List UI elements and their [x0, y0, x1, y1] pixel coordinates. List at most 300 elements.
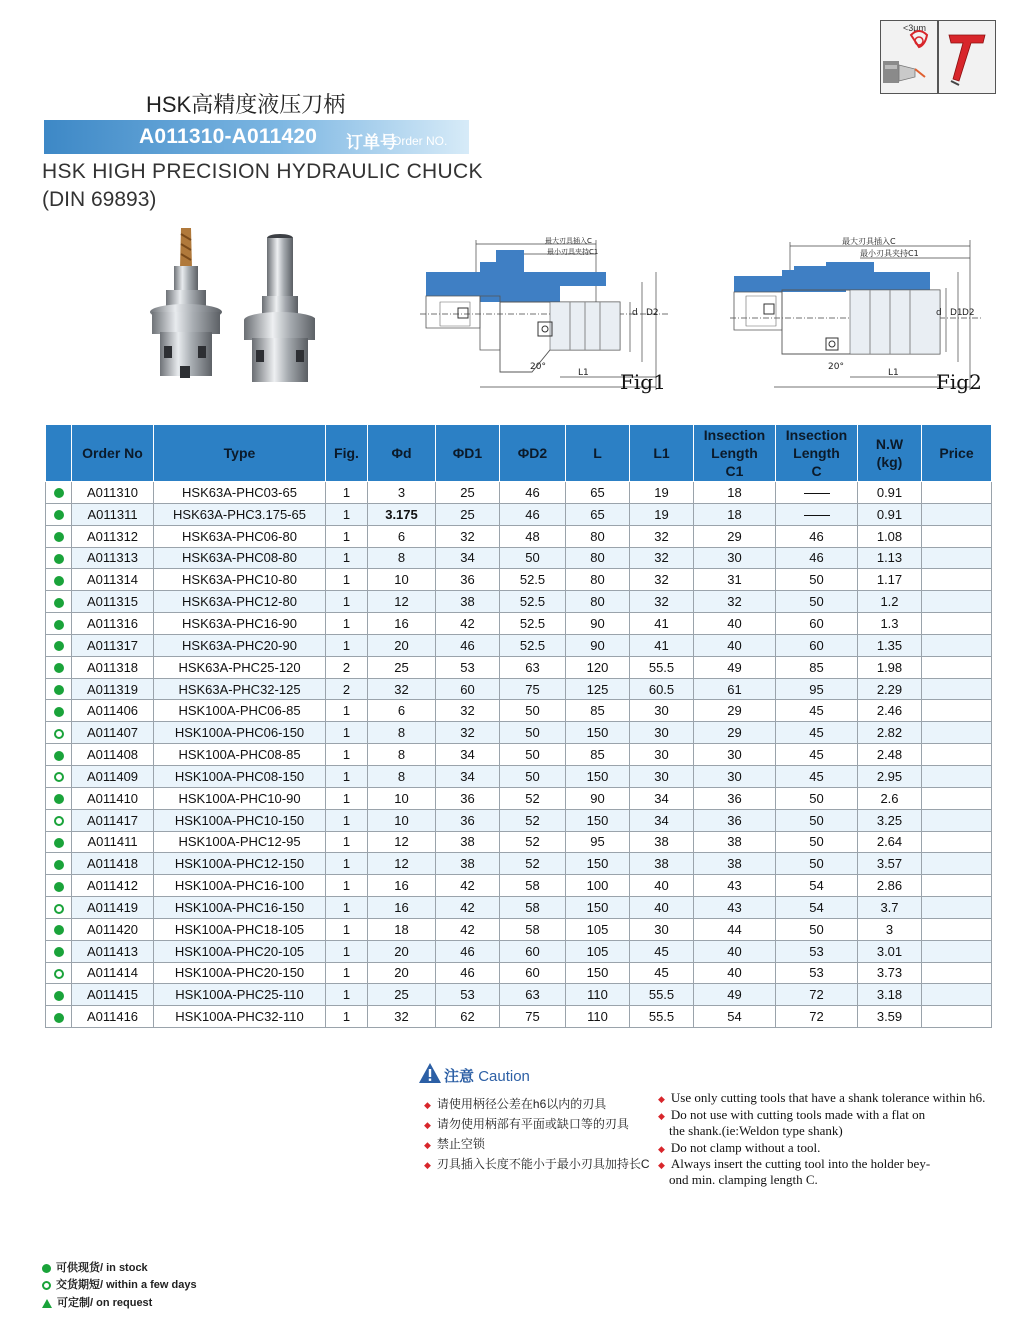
cell-fig: 1	[326, 722, 368, 744]
cell-l1: 40	[630, 875, 694, 897]
cell-nw: 3.7	[858, 897, 922, 919]
filled-dot-icon	[54, 991, 64, 1001]
cell-fig: 1	[326, 482, 368, 504]
cell-c1: 43	[694, 897, 776, 919]
table-row	[46, 809, 992, 831]
cell-type: HSK100A-PHC08-150	[154, 765, 326, 787]
cell-c	[776, 503, 858, 525]
cell-d: 6	[368, 700, 436, 722]
filled-dot-icon	[54, 510, 64, 520]
cell-order: A011415	[72, 984, 154, 1006]
cell-order: A011311	[72, 503, 154, 525]
cell-d1: 38	[436, 591, 500, 613]
cell-d: 16	[368, 875, 436, 897]
filled-dot-icon	[54, 794, 64, 804]
cell-nw: 2.29	[858, 678, 922, 700]
fig2-label: Fig2	[936, 370, 982, 394]
header-l1: L1	[630, 425, 694, 482]
header-price: Price	[922, 425, 992, 482]
cell-nw: 2.6	[858, 787, 922, 809]
cell-nw: 1.13	[858, 547, 922, 569]
cell-order: A011409	[72, 765, 154, 787]
cell-nw: 0.91	[858, 482, 922, 504]
filled-dot-icon	[54, 925, 64, 935]
cell-type: HSK63A-PHC03-65	[154, 482, 326, 504]
cell-order: A011315	[72, 591, 154, 613]
filled-dot-icon	[54, 641, 64, 651]
header-type: Type	[154, 425, 326, 482]
cell-type: HSK100A-PHC06-150	[154, 722, 326, 744]
cell-order: A011412	[72, 875, 154, 897]
cell-order: A011316	[72, 613, 154, 635]
status-cell	[46, 875, 72, 897]
table-row	[46, 1006, 992, 1028]
table-row	[46, 962, 992, 984]
cell-order: A011406	[72, 700, 154, 722]
cell-d1: 32	[436, 700, 500, 722]
cell-l1: 19	[630, 482, 694, 504]
table-row	[46, 634, 992, 656]
cell-nw: 3	[858, 918, 922, 940]
cell-c1: 29	[694, 722, 776, 744]
open-dot-icon	[54, 816, 64, 826]
header-d1: ΦD1	[436, 425, 500, 482]
cell-d2: 75	[500, 1006, 566, 1028]
cell-fig: 2	[326, 656, 368, 678]
table-header-row	[46, 425, 992, 482]
filled-dot-icon	[54, 685, 64, 695]
cell-type: HSK100A-PHC16-150	[154, 897, 326, 919]
cell-type: HSK100A-PHC10-90	[154, 787, 326, 809]
status-cell	[46, 962, 72, 984]
cell-c	[776, 482, 858, 504]
status-cell	[46, 831, 72, 853]
cell-type: HSK100A-PHC32-110	[154, 1006, 326, 1028]
open-dot-icon	[54, 969, 64, 979]
cell-price	[922, 525, 992, 547]
cell-d2: 52	[500, 809, 566, 831]
caution-en-item: ◆ Do not use with cutting tools made with a flat on	[658, 1107, 926, 1122]
cell-l: 150	[566, 897, 630, 919]
cell-d2: 52.5	[500, 591, 566, 613]
cell-l1: 41	[630, 613, 694, 635]
table-row	[46, 984, 992, 1006]
cell-c: 45	[776, 700, 858, 722]
cell-type: HSK100A-PHC25-110	[154, 984, 326, 1006]
cell-nw: 3.25	[858, 809, 922, 831]
cell-fig: 1	[326, 525, 368, 547]
fig2-note-min-clamp: 最小刃具夹持C1	[860, 249, 919, 258]
cell-c: 45	[776, 744, 858, 766]
cell-type: HSK63A-PHC25-120	[154, 656, 326, 678]
cell-l: 110	[566, 984, 630, 1006]
header-c1-line1: Insection	[703, 427, 766, 443]
cell-d1: 34	[436, 744, 500, 766]
fig1-dim-d2: D2	[646, 308, 659, 318]
precision-label: <3μm	[903, 23, 926, 33]
cell-d1: 38	[436, 853, 500, 875]
cell-d2: 50	[500, 722, 566, 744]
open-dot-icon	[42, 1281, 51, 1290]
cell-price	[922, 547, 992, 569]
table-row	[46, 765, 992, 787]
cell-type: HSK100A-PHC20-105	[154, 940, 326, 962]
cell-d2: 52.5	[500, 634, 566, 656]
cell-fig: 1	[326, 984, 368, 1006]
order-label-cn: 订单号	[346, 133, 397, 152]
cell-d1: 36	[436, 809, 500, 831]
filled-dot-icon	[54, 488, 64, 498]
cell-d: 3.175	[368, 503, 436, 525]
status-cell	[46, 918, 72, 940]
legend-on-request: 可定制/ on request	[42, 1294, 152, 1310]
cell-order: A011314	[72, 569, 154, 591]
status-cell	[46, 591, 72, 613]
dash-icon	[804, 493, 830, 494]
cell-order: A011410	[72, 787, 154, 809]
cell-type: HSK100A-PHC08-85	[154, 744, 326, 766]
table-row	[46, 525, 992, 547]
cell-d: 10	[368, 569, 436, 591]
cell-l1: 45	[630, 962, 694, 984]
cell-l1: 19	[630, 503, 694, 525]
table-row	[46, 591, 992, 613]
cell-price	[922, 831, 992, 853]
cell-d: 32	[368, 1006, 436, 1028]
filled-dot-icon	[54, 838, 64, 848]
caution-title-cn: 注意	[444, 1068, 475, 1085]
filled-dot-icon	[42, 1264, 51, 1273]
cell-l1: 34	[630, 787, 694, 809]
status-cell	[46, 940, 72, 962]
cell-l: 85	[566, 744, 630, 766]
status-cell	[46, 503, 72, 525]
table-row	[46, 482, 992, 504]
cell-type: HSK100A-PHC20-150	[154, 962, 326, 984]
cell-nw: 2.82	[858, 722, 922, 744]
header-c-line3: C	[811, 463, 822, 479]
cell-c: 46	[776, 525, 858, 547]
cell-nw: 1.2	[858, 591, 922, 613]
cell-d2: 46	[500, 482, 566, 504]
filled-dot-icon	[54, 576, 64, 586]
cell-d1: 42	[436, 897, 500, 919]
dash-icon	[804, 515, 830, 516]
cell-type: HSK63A-PHC32-125	[154, 678, 326, 700]
cell-c: 60	[776, 634, 858, 656]
cell-c1: 40	[694, 962, 776, 984]
cell-order: A011312	[72, 525, 154, 547]
cell-l1: 32	[630, 569, 694, 591]
table-row	[46, 547, 992, 569]
cell-l: 65	[566, 482, 630, 504]
cell-type: HSK63A-PHC20-90	[154, 634, 326, 656]
table-row	[46, 744, 992, 766]
standard-label: (DIN 69893)	[42, 188, 157, 211]
cell-l1: 45	[630, 940, 694, 962]
table-row	[46, 656, 992, 678]
cell-price	[922, 482, 992, 504]
cell-price	[922, 634, 992, 656]
cell-c: 50	[776, 787, 858, 809]
open-dot-icon	[54, 729, 64, 739]
cell-c: 72	[776, 984, 858, 1006]
cell-type: HSK100A-PHC06-85	[154, 700, 326, 722]
spec-table-body	[46, 482, 992, 1028]
cell-price	[922, 656, 992, 678]
cell-c1: 30	[694, 765, 776, 787]
legend-in-stock: 可供现货/ in stock	[42, 1259, 148, 1275]
cell-l: 105	[566, 940, 630, 962]
cell-l: 150	[566, 765, 630, 787]
cell-l1: 41	[630, 634, 694, 656]
caution-en-item-cont: the shank.(ie:Weldon type shank)	[669, 1123, 843, 1138]
cell-order: A011413	[72, 940, 154, 962]
cell-d1: 46	[436, 940, 500, 962]
product-photo-chuck	[240, 232, 315, 397]
cell-d1: 42	[436, 613, 500, 635]
cell-l: 95	[566, 831, 630, 853]
fig1-dim-angle: 20°	[530, 362, 546, 372]
cell-c1: 38	[694, 831, 776, 853]
cell-price	[922, 897, 992, 919]
cell-d: 20	[368, 634, 436, 656]
cell-d2: 52.5	[500, 569, 566, 591]
runout-precision-icon	[880, 20, 938, 94]
table-row	[46, 503, 992, 525]
cell-d: 20	[368, 940, 436, 962]
status-cell	[46, 656, 72, 678]
cell-d1: 42	[436, 918, 500, 940]
cell-d: 32	[368, 678, 436, 700]
cell-order: A011420	[72, 918, 154, 940]
cell-d1: 25	[436, 503, 500, 525]
cell-d1: 46	[436, 962, 500, 984]
cell-l1: 38	[630, 831, 694, 853]
filled-dot-icon	[54, 707, 64, 717]
cell-l: 90	[566, 613, 630, 635]
cell-c1: 30	[694, 547, 776, 569]
cell-price	[922, 503, 992, 525]
cell-d2: 60	[500, 962, 566, 984]
order-range-banner	[44, 120, 469, 154]
figure-1-drawing	[420, 232, 680, 397]
cell-type: HSK100A-PHC12-95	[154, 831, 326, 853]
cell-fig: 2	[326, 678, 368, 700]
cell-l: 80	[566, 547, 630, 569]
cell-type: HSK63A-PHC06-80	[154, 525, 326, 547]
cell-price	[922, 809, 992, 831]
cell-nw: 1.35	[858, 634, 922, 656]
cell-c1: 31	[694, 569, 776, 591]
cell-l1: 30	[630, 722, 694, 744]
cell-d2: 50	[500, 547, 566, 569]
cell-price	[922, 853, 992, 875]
cell-l: 85	[566, 700, 630, 722]
cell-c: 50	[776, 809, 858, 831]
cell-fig: 1	[326, 765, 368, 787]
cell-d1: 60	[436, 678, 500, 700]
filled-dot-icon	[54, 1013, 64, 1023]
spec-table	[45, 424, 992, 1028]
legend-few-days: 交货期短/ within a few days	[42, 1276, 197, 1292]
filled-dot-icon	[54, 947, 64, 957]
cell-order: A011319	[72, 678, 154, 700]
cell-c1: 36	[694, 787, 776, 809]
cell-c: 54	[776, 897, 858, 919]
table-row	[46, 787, 992, 809]
header-c1	[694, 425, 776, 482]
cell-l1: 30	[630, 744, 694, 766]
status-cell	[46, 897, 72, 919]
status-cell	[46, 634, 72, 656]
cell-d1: 38	[436, 831, 500, 853]
status-cell	[46, 1006, 72, 1028]
cell-l: 105	[566, 918, 630, 940]
cell-l: 150	[566, 962, 630, 984]
cell-d: 12	[368, 831, 436, 853]
cell-nw: 1.98	[858, 656, 922, 678]
cell-l: 150	[566, 809, 630, 831]
cell-d: 16	[368, 613, 436, 635]
cell-order: A011416	[72, 1006, 154, 1028]
cell-order: A011411	[72, 831, 154, 853]
cell-d2: 58	[500, 875, 566, 897]
cell-l1: 30	[630, 918, 694, 940]
fig2-note-max-insert: 最大刃具插入C	[842, 237, 896, 246]
cell-c1: 40	[694, 940, 776, 962]
cell-price	[922, 875, 992, 897]
cell-nw: 3.59	[858, 1006, 922, 1028]
cell-order: A011317	[72, 634, 154, 656]
cell-fig: 1	[326, 613, 368, 635]
cell-d2: 50	[500, 700, 566, 722]
cell-order: A011408	[72, 744, 154, 766]
cell-d1: 36	[436, 569, 500, 591]
fig2-dim-l1: L1	[888, 368, 899, 378]
cell-type: HSK100A-PHC12-150	[154, 853, 326, 875]
cell-l1: 30	[630, 700, 694, 722]
cell-c: 50	[776, 591, 858, 613]
cell-d1: 32	[436, 722, 500, 744]
status-cell	[46, 547, 72, 569]
cell-d1: 42	[436, 875, 500, 897]
cell-nw: 2.86	[858, 875, 922, 897]
cell-d1: 62	[436, 1006, 500, 1028]
cell-l1: 60.5	[630, 678, 694, 700]
status-cell	[46, 984, 72, 1006]
cell-order: A011407	[72, 722, 154, 744]
fig1-note-max-insert: 最大刃具插入C	[545, 237, 592, 245]
cell-d2: 52	[500, 831, 566, 853]
cell-type: HSK63A-PHC08-80	[154, 547, 326, 569]
cell-l: 65	[566, 503, 630, 525]
cell-d2: 75	[500, 678, 566, 700]
status-cell	[46, 765, 72, 787]
caution-en-item: ◆ Always insert the cutting tool into the holder bey-	[658, 1156, 931, 1171]
fig1-dim-d: d	[632, 308, 638, 318]
cell-d2: 63	[500, 656, 566, 678]
cell-l: 120	[566, 656, 630, 678]
cell-d1: 32	[436, 525, 500, 547]
cell-d1: 46	[436, 634, 500, 656]
cell-type: HSK63A-PHC16-90	[154, 613, 326, 635]
cell-fig: 1	[326, 591, 368, 613]
cell-l: 150	[566, 722, 630, 744]
cell-d: 12	[368, 591, 436, 613]
cell-d1: 53	[436, 656, 500, 678]
cell-price	[922, 744, 992, 766]
cell-fig: 1	[326, 809, 368, 831]
cell-nw: 1.08	[858, 525, 922, 547]
cell-order: A011318	[72, 656, 154, 678]
fig1-note-min-clamp: 最小刃具夹持C1	[547, 248, 599, 256]
status-cell	[46, 744, 72, 766]
cell-fig: 1	[326, 853, 368, 875]
cell-c1: 54	[694, 1006, 776, 1028]
cell-fig: 1	[326, 744, 368, 766]
cell-c: 45	[776, 765, 858, 787]
cell-d: 8	[368, 744, 436, 766]
cell-nw: 2.95	[858, 765, 922, 787]
cell-d1: 25	[436, 482, 500, 504]
cell-c: 50	[776, 831, 858, 853]
cell-c: 50	[776, 918, 858, 940]
cell-fig: 1	[326, 918, 368, 940]
caution-cn-item: ◆ 禁止空锁	[424, 1137, 485, 1151]
table-row	[46, 940, 992, 962]
cell-l: 125	[566, 678, 630, 700]
cell-c1: 40	[694, 634, 776, 656]
filled-dot-icon	[54, 751, 64, 761]
cell-nw: 0.91	[858, 503, 922, 525]
cell-order: A011418	[72, 853, 154, 875]
cell-nw: 2.46	[858, 700, 922, 722]
order-range: A011310-A011420	[139, 125, 318, 148]
header-c1-line3: C1	[725, 463, 744, 479]
cell-l1: 40	[630, 897, 694, 919]
cell-d1: 36	[436, 787, 500, 809]
cell-c1: 32	[694, 591, 776, 613]
fig2-dim-angle: 20°	[828, 362, 844, 372]
cell-d1: 53	[436, 984, 500, 1006]
cell-fig: 1	[326, 547, 368, 569]
cell-price	[922, 613, 992, 635]
cell-l1: 55.5	[630, 656, 694, 678]
open-dot-icon	[54, 904, 64, 914]
figure-2-drawing	[730, 232, 992, 397]
cell-d: 8	[368, 722, 436, 744]
header-status	[46, 425, 72, 482]
product-photo-with-drill	[148, 226, 223, 396]
cell-c: 60	[776, 613, 858, 635]
cell-l1: 32	[630, 525, 694, 547]
cell-c1: 44	[694, 918, 776, 940]
cell-c: 46	[776, 547, 858, 569]
cell-order: A011310	[72, 482, 154, 504]
caution-cn-item: ◆ 请勿使用柄部有平面或缺口等的刃具	[424, 1117, 629, 1131]
status-cell	[46, 787, 72, 809]
header-c1-line2: Length	[711, 445, 758, 461]
status-cell	[46, 809, 72, 831]
cell-c1: 18	[694, 482, 776, 504]
cell-d2: 50	[500, 765, 566, 787]
hex-wrench-icon	[938, 20, 996, 94]
header-nw	[858, 425, 922, 482]
caution-cn-item: ◆ 刃具插入长度不能小于最小刃具加持长C	[424, 1157, 650, 1171]
fig2-dim-d2: D2	[962, 308, 975, 318]
cell-l: 110	[566, 1006, 630, 1028]
